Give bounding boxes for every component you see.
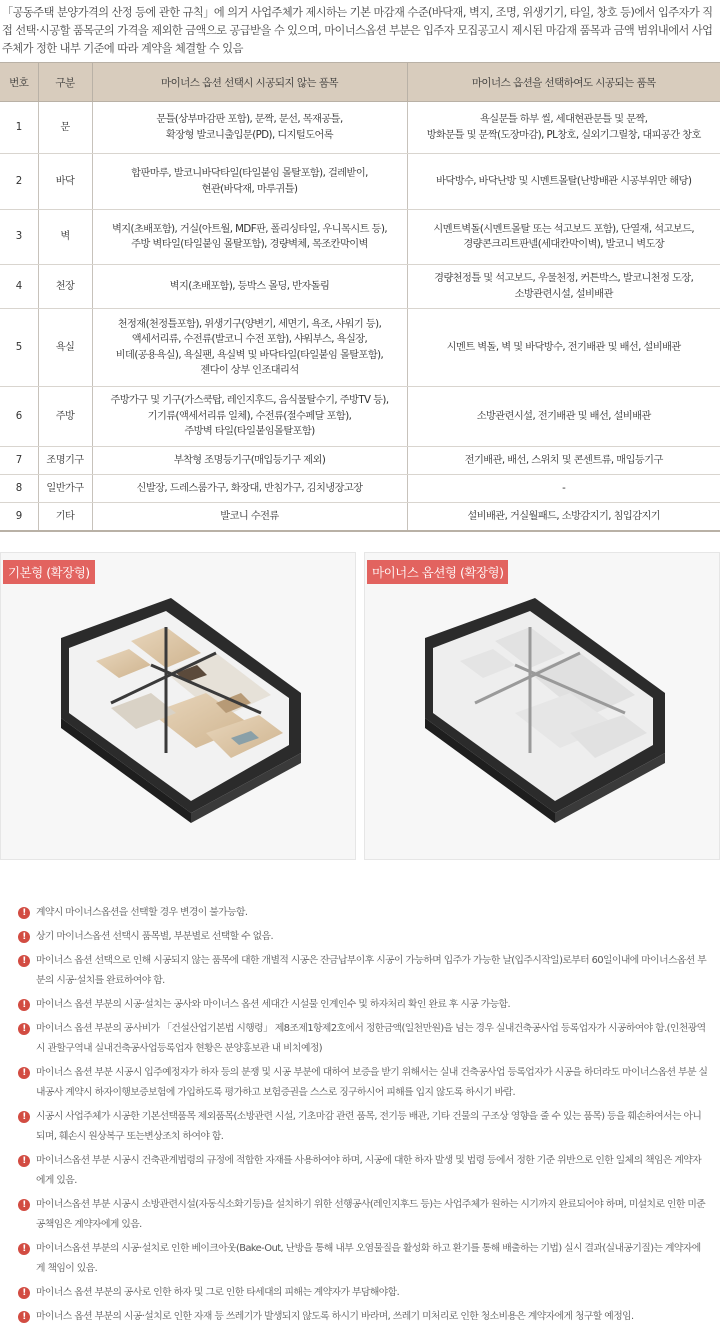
minus-plan-label: 마이너스 옵션형 (확장형) (367, 560, 508, 584)
included-line: 방화문틀 및 문짝(도장마감), PL창호, 실외기그릴창, 대피공간 창호 (426, 129, 701, 141)
cell-no: 4 (0, 265, 38, 309)
notice-item (18, 1151, 708, 1191)
notice-text: 계약시 마이너스옵션을 선택할 경우 변경이 불가능함. (36, 907, 248, 918)
included-line: 경량콘크리트판넬(세대칸막이벽), 발코니 벽도장 (463, 239, 665, 250)
excluded-line: 주방벽 타일(타일붙임몰탈포함) (184, 426, 315, 438)
cell-included (407, 475, 720, 503)
cell-category: 바닥 (38, 154, 92, 210)
warning-icon: ! (18, 1067, 30, 1079)
warning-icon: ! (18, 999, 30, 1011)
cell-included (407, 265, 720, 309)
notice-item (18, 1019, 708, 1059)
included-line: 설비배관, 거실월패드, 소방감지기, 침입감지기 (467, 510, 661, 522)
included-line: 소방관련시설, 전기배관 및 배선, 설비배관 (476, 410, 651, 422)
table-row (0, 265, 720, 309)
cell-excluded (92, 210, 407, 265)
excluded-line: 비데(공용욕실), 욕실팬, 욕실벽 및 바닥타일(타일붙임 몰탈포함), (115, 349, 384, 361)
excluded-line: 천정재(천정틀포함), 위생기구(양변기, 세면기, 욕조, 샤워기 등), (117, 318, 382, 330)
cell-excluded (92, 309, 407, 387)
notice-item (18, 1283, 708, 1303)
cell-excluded (92, 503, 407, 531)
table-row (0, 503, 720, 531)
excluded-line: 발코니 수전류 (220, 510, 279, 522)
excluded-line: 주방가구 및 기구(가스쿡탑, 레인지후드, 음식물탈수기, 주방TV 등), (110, 395, 389, 407)
excluded-line: 주방 벽타일(타일붙임 몰탈포함), 경량벽체, 목조칸막이벽 (131, 239, 368, 250)
table-row (0, 210, 720, 265)
header-no: 번호 (0, 63, 38, 102)
cell-no: 5 (0, 309, 38, 387)
cell-category: 주방 (38, 387, 92, 447)
cell-included (407, 447, 720, 475)
excluded-line: 확장형 발코니출입문(PD), 디지털도어록 (165, 129, 334, 141)
warning-icon: ! (18, 1155, 30, 1167)
cell-included (407, 154, 720, 210)
notice-text: 상기 마이너스옵션 선택시 품목별, 부분별로 선택할 수 없음. (36, 931, 274, 942)
intro-paragraph: 「공동주택 분양가격의 산정 등에 관한 규칙」에 의거 사업주체가 제시하는 기본 마감재 수준(바닥재, 벽지, 조명, 위생기기, 타일, 창호 등)에서 입주자가 직접 선택·시공할 품목군의 가격을 제외한 금액으로 공급받을 수 있으며, 마이너스옵션 부분은 입주자 모집공고시 제시된 마감재 품목과 금액 범위내에서 사업주체가 정한 내부 기준에 따라 계약을 체결할 수 있음 (2, 6, 713, 55)
excluded-line: 합판마루, 발코니바닥타일(타일붙임 몰탈포함), 걸레받이, (131, 168, 368, 179)
excluded-line: 문틀(상부마감판 포함), 문짝, 문선, 목재공틀, (156, 114, 343, 125)
warning-icon: ! (18, 955, 30, 967)
floor-plan-section (0, 552, 720, 862)
notice-text: 마이너스 옵션 선택으로 인해 시공되지 않는 품목에 대한 개별적 시공은 잔금납부이후 시공이 가능하며 입주가 가능한 날(입주시작일)로부터 60일이내에 마이너스옵션 부분의 시공·설치를 완료하여야 함. (36, 955, 707, 986)
warning-icon: ! (18, 1199, 30, 1211)
basic-floorplan-image (1, 553, 357, 861)
notice-text: 마이너스 옵션 부분의 공사로 인한 하자 및 그로 인한 타세대의 피해는 계약자가 부담해야함. (36, 1287, 400, 1298)
notice-list (18, 903, 708, 1331)
cell-no: 7 (0, 447, 38, 475)
cell-category: 문 (38, 102, 92, 154)
table-row (0, 387, 720, 447)
excluded-line: 벽지(초배포함), 등박스 몰딩, 반자돌림 (169, 280, 330, 292)
warning-icon: ! (18, 907, 30, 919)
included-line: 경량천정틀 및 석고보드, 우물천정, 커튼박스, 발코니천정 도장, (434, 273, 694, 284)
notice-item (18, 951, 708, 991)
cell-category: 조명기구 (38, 447, 92, 475)
notice-text: 마이너스 옵션 부분의 공사비가 「건설산업기본법 시행령」 제8조제1항제2호에서 정한금액(일천만원)을 넘는 경우 실내건축공사업 등록업자가 시공하여야 함.(인천광역시 관할구역내 실내건축공사업등록업자 현황은 분양홍보관 내 비치예정) (36, 1023, 706, 1054)
notice-item (18, 1307, 708, 1327)
excluded-line: 액세서리류, 수전류(발코니 수전 포함), 샤워부스, 욕실장, (131, 334, 368, 345)
cell-no: 2 (0, 154, 38, 210)
notice-item (18, 927, 708, 947)
notice-text: 마이너스옵션 부분 시공시 소방관련시설(자동식소화기등)을 설치하기 위한 선행공사(레인지후드 등)는 사업주체가 원하는 시기까지 완료되어야 하며, 미설치로 인한 미준공책임은 계약자에게 있음. (36, 1199, 706, 1230)
included-line: 전기배관, 배선, 스위치 및 콘센트류, 매입등기구 (464, 454, 663, 466)
table-row (0, 154, 720, 210)
excluded-line: 신발장, 드레스룸가구, 화장대, 반침가구, 김치냉장고장 (136, 482, 363, 494)
cell-no: 1 (0, 102, 38, 154)
warning-icon: ! (18, 1311, 30, 1323)
notice-item (18, 1107, 708, 1147)
included-line: 바닥방수, 바닥난방 및 시멘트몰탈(난방배관 시공부위만 해당) (436, 175, 692, 187)
basic-plan-label: 기본형 (확장형) (3, 560, 95, 584)
table-row (0, 447, 720, 475)
cell-excluded (92, 265, 407, 309)
header-included: 마이너스 옵션을 선택하여도 시공되는 품목 (407, 63, 720, 102)
basic-plan-panel (0, 552, 356, 860)
excluded-line: 부착형 조명등기구(매입등기구 제외) (173, 454, 326, 466)
cell-excluded (92, 475, 407, 503)
notice-item (18, 1063, 708, 1103)
cell-category: 기타 (38, 503, 92, 531)
notice-item (18, 995, 708, 1015)
notice-item (18, 1195, 708, 1235)
cell-category: 천장 (38, 265, 92, 309)
cell-excluded (92, 154, 407, 210)
warning-icon: ! (18, 931, 30, 943)
notice-text: 마이너스 옵션 부분의 시공·설치는 공사와 마이너스 옵션 세대간 시설물 인계인수 및 하자처리 확인 완료 후 시공 가능함. (36, 999, 511, 1010)
notice-item (18, 1239, 708, 1279)
cell-category: 일반가구 (38, 475, 92, 503)
notice-text: 마이너스옵션 부분 시공시 건축관계법령의 규정에 적합한 자재를 사용하여야 하며, 시공에 대한 하자 발생 및 법령 등에서 정한 기준 위반으로 인한 일체의 책임은 계약자에게 있음. (36, 1155, 702, 1186)
included-line: - (562, 482, 566, 494)
cell-category: 벽 (38, 210, 92, 265)
minus-option-table (0, 62, 720, 532)
excluded-line: 기기류(액세서리류 일체), 수전류(절수페달 포함), (147, 410, 352, 422)
included-line: 소방관련시설, 설비배관 (514, 288, 613, 300)
cell-included (407, 210, 720, 265)
minus-option-floorplan-image (365, 553, 721, 861)
cell-included (407, 309, 720, 387)
warning-icon: ! (18, 1243, 30, 1255)
notice-text: 마이너스 옵션 부분의 시공·설치로 인한 자재 등 쓰레기가 발생되지 않도록 하시기 바라며, 쓰레기 미처리로 인한 청소비용은 계약자에게 청구할 예정임. (36, 1311, 634, 1322)
notice-text: 마이너스 옵션 부분 시공시 입주예정자가 하자 등의 분쟁 및 시공 부분에 대하여 보증을 받기 위해서는 실내 건축공사업 등록업자가 시공을 하더라도 마이너스옵션 부분 실내공사 계약시 하자이행보증보험에 가입하도록 평가하고 보험증권을 스스로 징구하시어 피해를 입지 않도록 하시기 바람. (36, 1067, 708, 1098)
table-row (0, 309, 720, 387)
cell-included (407, 102, 720, 154)
cell-no: 9 (0, 503, 38, 531)
warning-icon: ! (18, 1111, 30, 1123)
warning-icon: ! (18, 1023, 30, 1035)
excluded-line: 벽지(초배포함), 거실(아트월, MDF판, 폴리싱타일, 우니목시트 등), (111, 223, 388, 235)
cell-category: 욕실 (38, 309, 92, 387)
included-line: 욕실문틀 하부 씰, 세대현관문틀 및 문짝, (480, 114, 648, 125)
cell-excluded (92, 447, 407, 475)
excluded-line: 현관(바닥재, 마루귀틀) (201, 183, 298, 195)
excluded-line: 젠다이 상부 인조대리석 (200, 365, 299, 376)
table-row (0, 102, 720, 154)
header-category: 구분 (38, 63, 92, 102)
included-line: 시멘트 벽돌, 벽 및 바닥방수, 전기배관 및 배선, 설비배관 (446, 341, 681, 353)
cell-no: 8 (0, 475, 38, 503)
table-row (0, 475, 720, 503)
cell-no: 6 (0, 387, 38, 447)
included-line: 시멘트벽돌(시멘트몰탈 또는 석고보드 포함), 단열재, 석고보드, (433, 223, 695, 235)
notice-item (18, 903, 708, 923)
cell-included (407, 503, 720, 531)
table-header-row (0, 63, 720, 102)
cell-no: 3 (0, 210, 38, 265)
cell-excluded (92, 102, 407, 154)
notice-text: 마이너스옵션 부분의 시공·설치로 인한 베이크아웃(Bake-Out, 난방을 통해 내부 오염물질을 활성화 하고 환기를 통해 배출하는 기법) 실시 결과(실내공기질)는 계약자에게 책임이 있음. (36, 1243, 701, 1274)
notice-text: 시공시 사업주체가 시공한 기본선택품목 제외품목(소방관련 시설, 기초마감 관련 품목, 전기등 배관, 기타 건물의 구조상 영향을 줄 수 있는 품목) 등을 훼손하여서는 아니되며, 훼손시 원상복구 또는변상조치 하여야 함. (36, 1111, 702, 1142)
warning-icon: ! (18, 1287, 30, 1299)
minus-plan-panel (364, 552, 720, 860)
cell-excluded (92, 387, 407, 447)
header-excluded: 마이너스 옵션 선택시 시공되지 않는 품목 (92, 63, 407, 102)
cell-included (407, 387, 720, 447)
